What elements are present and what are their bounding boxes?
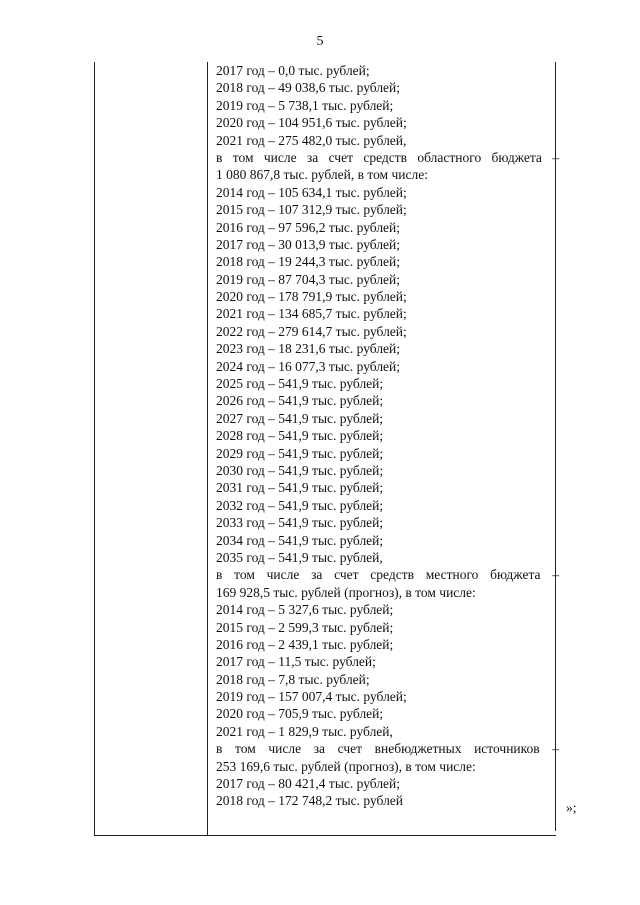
text-line: 2024 год – 16 077,3 тыс. рублей;: [216, 358, 401, 374]
text-line: 2018 год – 172 748,2 тыс. рублей: [216, 793, 404, 809]
text-line: 2015 год – 107 312,9 тыс. рублей;: [216, 202, 407, 218]
text-line: 2019 год – 5 738,1 тыс. рублей;: [216, 97, 394, 113]
page-number: 5: [316, 34, 324, 49]
text-line: 2028 год – 541,9 тыс. рублей;: [216, 428, 384, 444]
text-line: 2032 год – 541,9 тыс. рублей;: [216, 497, 384, 513]
closing-quote: »;: [566, 800, 577, 815]
text-line: 2016 год – 97 596,2 тыс. рублей;: [216, 219, 401, 235]
text-line: 2021 год – 1 829,9 тыс. рублей,: [216, 723, 393, 739]
text-line: 2020 год – 705,9 тыс. рублей;: [216, 706, 384, 722]
text-line: 2031 год – 541,9 тыс. рублей;: [216, 480, 384, 496]
text-line: 253 169,6 тыс. рублей (прогноз), в том числе:: [216, 758, 476, 774]
text-line: 2014 год – 105 634,1 тыс. рублей;: [216, 184, 407, 200]
text-line: 2023 год – 18 231,6 тыс. рублей;: [216, 341, 401, 357]
table-column-divider: [207, 62, 208, 836]
text-line: 2015 год – 2 599,3 тыс. рублей;: [216, 619, 394, 635]
table-left-border: [94, 62, 95, 836]
text-line: 2026 год – 541,9 тыс. рублей;: [216, 393, 384, 409]
text-line: 2020 год – 104 951,6 тыс. рублей;: [216, 115, 407, 131]
text-line: 2029 год – 541,9 тыс. рублей;: [216, 445, 384, 461]
text-line: 2018 год – 7,8 тыс. рублей;: [216, 671, 370, 687]
text-line: 2020 год – 178 791,9 тыс. рублей;: [216, 289, 407, 305]
text-line: 2018 год – 19 244,3 тыс. рублей;: [216, 254, 401, 270]
table-bottom-border: [94, 835, 556, 836]
text-line: 2014 год – 5 327,6 тыс. рублей;: [216, 602, 394, 618]
text-line: в том числе за счет внебюджетных источников –: [216, 741, 559, 757]
text-line: 2021 год – 134 685,7 тыс. рублей;: [216, 306, 407, 322]
text-line: 1 080 867,8 тыс. рублей, в том числе:: [216, 167, 428, 183]
text-line: 2034 год – 541,9 тыс. рублей;: [216, 532, 384, 548]
text-line: 2022 год – 279 614,7 тыс. рублей;: [216, 323, 407, 339]
text-line: в том числе за счет средств местного бюджета –: [216, 567, 559, 583]
text-line: 2017 год – 80 421,4 тыс. рублей;: [216, 776, 401, 792]
text-line: 2033 год – 541,9 тыс. рублей;: [216, 515, 384, 531]
text-line: 2017 год – 0,0 тыс. рублей;: [216, 63, 370, 78]
text-line: 2019 год – 87 704,3 тыс. рублей;: [216, 271, 401, 287]
funding-text-cell: [216, 62, 559, 810]
text-line: 169 928,5 тыс. рублей (прогноз), в том числе:: [216, 584, 476, 600]
text-line: 2018 год – 49 038,6 тыс. рублей;: [216, 80, 401, 96]
text-line: 2030 год – 541,9 тыс. рублей;: [216, 462, 384, 478]
text-line: 2035 год – 541,9 тыс. рублей,: [216, 549, 383, 565]
text-line: 2025 год – 541,9 тыс. рублей;: [216, 376, 384, 392]
text-line: 2016 год – 2 439,1 тыс. рублей;: [216, 636, 394, 652]
text-line: 2019 год – 157 007,4 тыс. рублей;: [216, 689, 407, 705]
text-line: 2017 год – 11,5 тыс. рублей;: [216, 654, 376, 670]
text-line: 2017 год – 30 013,9 тыс. рублей;: [216, 236, 401, 252]
text-line: в том числе за счет средств областного бюджета –: [216, 149, 559, 165]
text-line: 2027 год – 541,9 тыс. рублей;: [216, 410, 384, 426]
text-line: 2021 год – 275 482,0 тыс. рублей,: [216, 132, 407, 148]
